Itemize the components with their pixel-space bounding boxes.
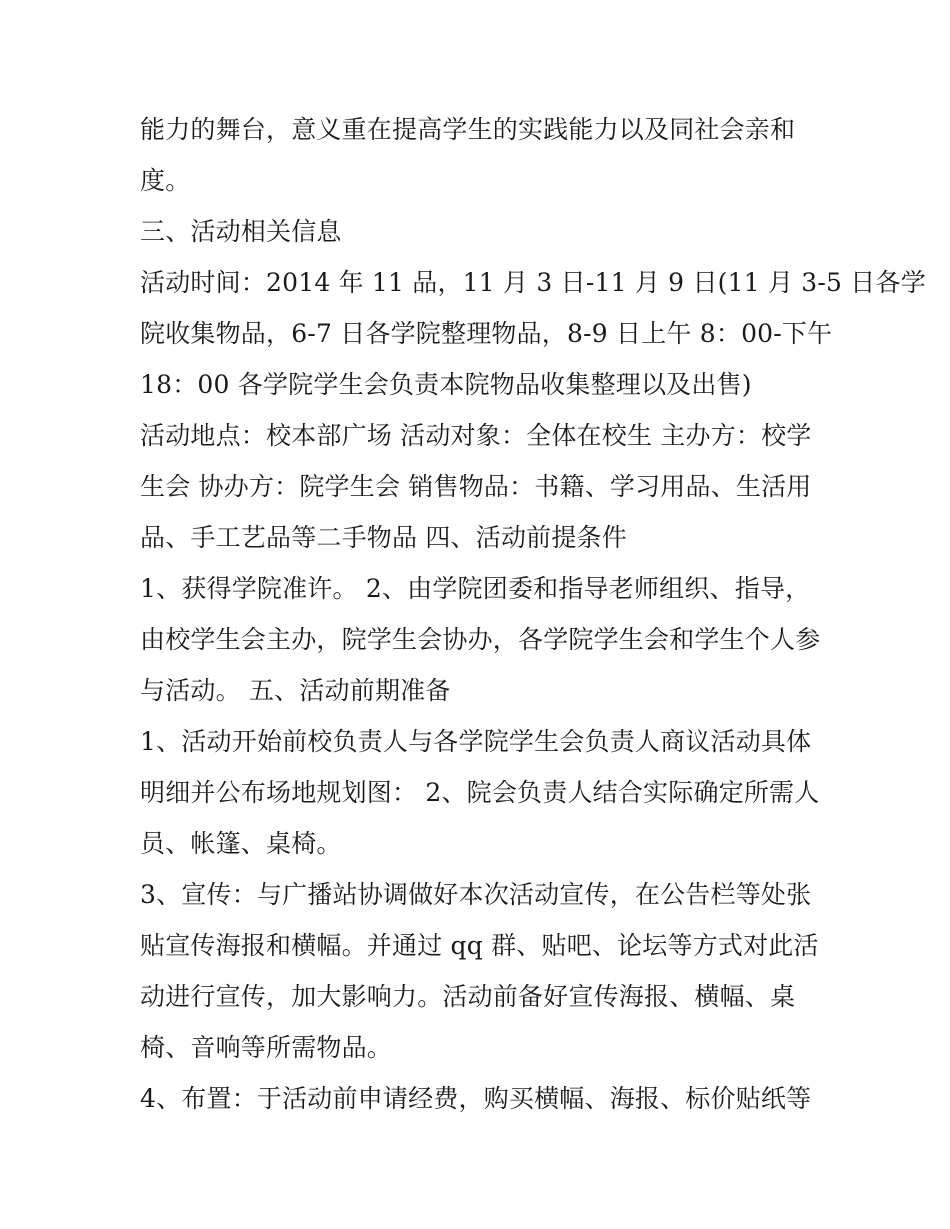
text-line: 与活动。 五、活动前期准备 xyxy=(140,676,451,705)
text-line: 生会 协办方：院学生会 销售物品：书籍、学习用品、生活用 xyxy=(140,472,812,501)
text-line: 1、获得学院准许。 2、由学院团委和指导老师组织、指导， xyxy=(140,574,811,603)
section-heading: 三、活动相关信息 xyxy=(140,217,342,246)
text-line: 18：00 各学院学生会负责本院物品收集整理以及出售) xyxy=(140,370,752,399)
text-line: 品、手工艺品等二手物品 四、活动前提条件 xyxy=(140,523,627,552)
text-line: 院收集物品，6-7 日各学院整理物品，8-9 日上午 8：00-下午 xyxy=(140,319,833,348)
text-line: 活动地点：校本部广场 活动对象：全体在校生 主办方：校学 xyxy=(140,421,812,450)
text-line: 由校学生会主办，院学生会协办，各学院学生会和学生个人参 xyxy=(140,625,821,654)
text-line: 度。 xyxy=(140,166,191,195)
text-line: 能力的舞台，意义重在提高学生的实践能力以及同社会亲和 xyxy=(140,115,796,144)
text-line: 员、帐篷、桌椅。 xyxy=(140,829,342,858)
text-line: 1、活动开始前校负责人与各学院学生会负责人商议活动具体 xyxy=(140,727,812,756)
text-line: 3、宣传：与广播站协调做好本次活动宣传，在公告栏等处张 xyxy=(140,880,812,909)
document-body xyxy=(140,104,926,1124)
text-line: 明细并公布场地规划图： 2、院会负责人结合实际确定所需人 xyxy=(140,778,820,807)
text-line: 贴宣传海报和横幅。并通过 qq 群、贴吧、论坛等方式对此活 xyxy=(140,931,819,960)
text-line: 动进行宣传，加大影响力。活动前备好宣传海报、横幅、桌 xyxy=(140,982,796,1011)
text-line: 椅、音响等所需物品。 xyxy=(140,1033,393,1062)
text-line: 活动时间：2014 年 11 品，11 月 3 日-11 月 9 日(11 月 3-5 日各学 xyxy=(140,268,926,297)
text-line: 4、布置：于活动前申请经费，购买横幅、海报、标价贴纸等 xyxy=(140,1084,812,1113)
